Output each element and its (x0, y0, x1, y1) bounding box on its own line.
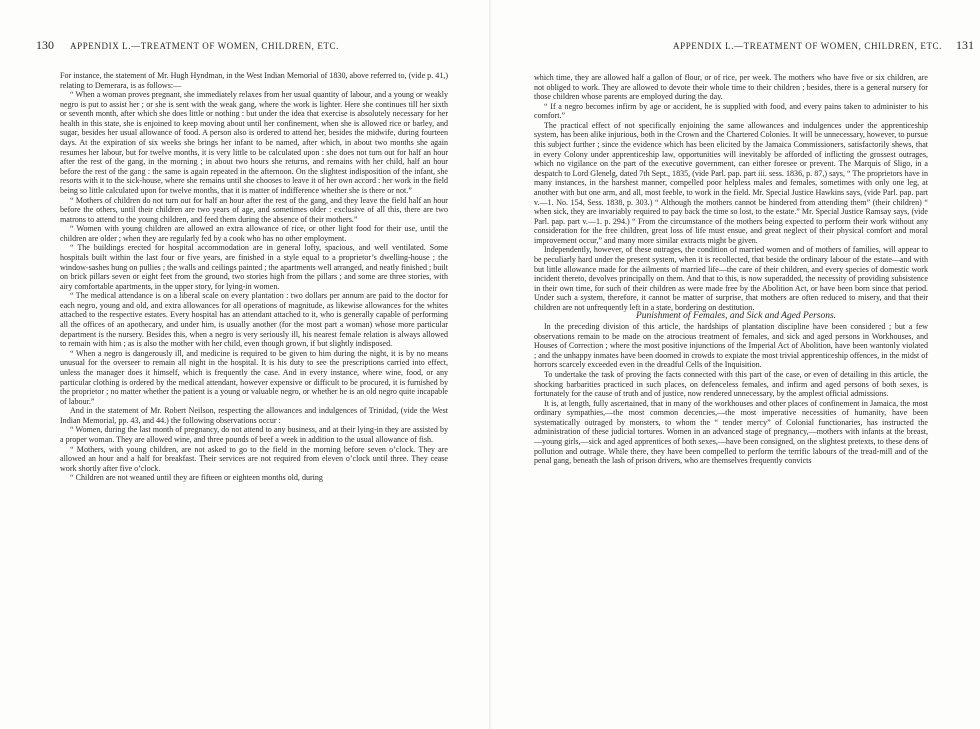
page-number-right: 131 (956, 38, 974, 52)
paragraph: Independently, however, of these outrages, the condition of married women and of mothers of families, will appear to be peculiarly hard under the present system, when it is recollected, that beside the ordinary labour of the estate—and with but little allowance made for the ailments of married life—the care of their children, and every species of domestic work incident thereto, devolves principally on them. And that to this, is now superadded, the necessity of providing subsistence in their own time, for such of their children as were made free by the Abolition Act, or have been born since that period. Under such a system, therefore, it cannot be matter of surprise, that mothers are often reduced to misery, and that their children are not unfrequently left in a state, bordering on destitution. (534, 245, 928, 312)
paragraph: which time, they are allowed half a gallon of flour, or of rice, per week. The mothers who have five or six children, are not obliged to work. They are allowed to devote their whole time to their children ; besides, there is a general nursery for those children whose parents are employed during the day. (534, 73, 928, 102)
paragraph: And in the statement of Mr. Robert Neilson, respecting the allowances and indulgences of Trinidad, (vide the West Indian Memorial, pp. 43, and 44.) the following observations occur : (60, 406, 448, 425)
running-head-left (36, 38, 476, 53)
paragraph: It is, at length, fully ascertained, that in many of the workhouses and other places of confinement in Jamaica, the most ordinary sympathies,—the most common decencies,—the most imperative necessities of humanity, have been systematically outraged by monsters, to whom the “ tender mercy” of Colonial functionaries, has instructed the administration of these judicial tortures. Women in an advanced stage of pregnancy,—mothers with infants at the breast,—young girls,—sick and aged apprentices of both sexes,—have been consigned, on the slightest pretexts, to these dens of pollution and outrage. While there, they have been compelled to perform the terrific labours of the tread-mill and of the penal gang, beneath the lash of prison drivers, who are themselves frequently convicts (534, 398, 928, 466)
paragraph: “ When a woman proves pregnant, she immediately relaxes from her usual quantity of labour, and a young or weakly negro is put to assist her ; or she is sent with the weak gang, where the work is lighter. Here she continues till her sixth or seventh month, after which she does little or nothing : but under the idea that exercise is absolutely necessary for her health in this state, she is enjoined to keep moving about until her confinement, when she is allowed rice or barley, and sugar, besides her usual allowance of food. A person also is ordered to attend her, besides the midwife, during fourteen days. At the expiration of six weeks she brings her infant to be named, after which, in about two months she again resumes her labour, but for twelve months, it is very little to be calculated upon : she does not turn out for half an hour after the rest of the gang, in the morning ; in about two hours she returns, and remains with her child, half an hour before the rest of the gang : the same is again repeated in the afternoon. On the slightest indisposition of the infant, she resorts with it to the sick-house, where she remains until she chooses to leave it of her own accord : her work in the field being so little calculated upon for twelve months, that it is matter of indifference whether she is there or not.” (60, 90, 448, 195)
left-page-body (60, 71, 448, 483)
paragraph: “ When a negro is dangerously ill, and medicine is required to be given to him during the night, it is by no means unusual for the overseer to remain all night in the hospital. It is his duty to see the prescriptions carried into effect, unless the manager does it himself, which is frequently the case. And in every instance, where wine, food, or any particular clothing is ordered by the medical attendant, however expensive or difficult to be procured, it is furnished by the proprietor ; no matter whether the patient is a young or valuable negro, or whether he is an old negro quite incapable of labour.” (60, 348, 448, 406)
paragraph: “ Women with young children are allowed an extra allowance of rice, or other light food for their use, until the children are older ; when they are regularly fed by a cook who has no other employment. (60, 224, 448, 243)
paragraph: “ Children are not weaned until they are fifteen or eighteen months old, during (70, 473, 323, 483)
paragraph: For instance, the statement of Mr. Hugh Hyndman, in the West Indian Memorial of 1830, above referred to, (vide p. 41,) relating to Demerara, is as follows:— (60, 71, 448, 90)
page-number-left: 130 (36, 38, 54, 52)
paragraph: “ Women, during the last month of pregnancy, do not attend to any business, and at their lying-in they are assisted by a proper woman. They are allowed wine, and three pounds of beef a week in addition to the usual allowance of fish. (60, 425, 448, 444)
paragraph: “ Mothers, with young children, are not asked to go to the field in the morning before seven o’clock. They are allowed an hour and a half for breakfast. Their services are not required from eleven o’clock until three. They cease work shortly after five o’clock. (60, 444, 448, 473)
paragraph: “ Mothers of children do not turn out for half an hour after the rest of the gang, and they leave the field half an hour before the others, until their children are two years of age, and sometimes older : exclusive of all this, there are two matrons to attend to the young children, and feed them during the absence of their mothers.” (60, 195, 448, 224)
paragraph: The practical effect of not specifically enjoining the same allowances and indulgences under the apprenticeship system, has been alike injurious, both in the Crown and the Chartered Colonies. It will be unnecessary, however, to pursue this subject further ; since the evidence which has been elicited by the Jamaica Commissioners, satisfactorily shews, that in every Colony under apprenticeship law, opportunities will inevitably be afforded of inflicting the grossest outrages, which no vigilance on the part of the executive government, can either foresee or prevent. The Marquis of Sligo, in a despatch to Lord Glenelg, dated 7th Sept., 1835, (vide Parl. pap. part iii. sess. 1836, p. 87,) says, “ The proprietors have in many instances, in the harshest manner, compelled poor helpless males and females, sometimes with only one leg, at another with but one arm, and all, most feeble, to work in the field. Mr. Special Justice Hawkins says, (vide Parl. pap. part v.—1. No. 154, Sess. 1838, p. 303.) “ Although the mothers cannot be hindered from attending them” (their children) “ when sick, they are invariably required to pay back the time so lost, to the estate.” Mr. Special Justice Ramsay says, (vide Parl. pap. part v.—1. p. 294.) “ From the circumstance of the mothers being expected to perform their work without any consideration for the free children, great loss of life must ensue, and great neglect of their physical comfort and moral improvement occur,” and many more similar extracts might be given. (534, 120, 928, 245)
right-page (490, 0, 980, 729)
paragraph: “ If a negro becomes infirm by age or accident, he is supplied with food, and every pains taken to administer to his comfort.” (534, 101, 928, 121)
right-page-body (534, 73, 928, 466)
section-heading: Punishment of Females, and Sick and Aged Persons. (635, 311, 837, 322)
paragraph: “ The buildings erected for hospital accommodation are in general lofty, spacious, and well ventilated. Some hospitals built within the last four or five years, are finished in a style equal to a proprietor’s dwelling-house ; the window-sashes hung on pullies ; the walls and ceilings painted ; the apartments well arranged, and neatly finished ; built on brick pillars seven or eight feet from the ground, two stories high from the pillars ; and some are three stories, with airy comfortable apartments, in the upper story, for lying-in women. (60, 243, 448, 291)
paragraph: In the preceding division of this article, the hardships of plantation discipline have been considered ; but a few observations remain to be made on the atrocious treatment of females, and sick and aged persons in Workhouses, and Houses of Correction ; where the most positive injunctions of the Imperial Act of Abolition, have been wantonly violated ; and the unhappy inmates have been doomed in crowds to expiate the most trivial apprenticeship offences, in the midst of horrors scarcely exceeded even in the dreadful Cells of the Inquisition. (534, 322, 928, 370)
paragraph: To undertake the task of proving the facts connected with this part of the case, or even of detailing in this article, the shocking barbarities practiced in such places, on defenceless females, and infirm and aged persons of both sexes, is fortunately for the cause of truth and of justice, now rendered unnecessary, by the amplest official admissions. (534, 369, 928, 399)
paragraph: “ The medical attendance is on a liberal scale on every plantation : two dollars per annum are paid to the doctor for each negro, young and old, and extra allowances for all operations of magnitude, as likewise allowances for the whites attached to the respective estates. Every hospital has an attendant attached to it, who is generally capable of performing all the offices of an apothecary, and under him, is usually another (for the most part a woman) whose more particular department is the nursery. Besides this, when a negro is very seriously ill, his nearest female relation is always allowed to remain with him ; as is also the mother with her child, even though grown, if but slightly indisposed. (60, 291, 448, 349)
running-head-right (534, 38, 974, 53)
running-head-title-left: APPENDIX L.—TREATMENT OF WOMEN, CHILDREN, ETC. (70, 41, 340, 51)
running-head-title-right: APPENDIX L.—TREATMENT OF WOMEN, CHILDREN, ETC. (672, 41, 942, 51)
